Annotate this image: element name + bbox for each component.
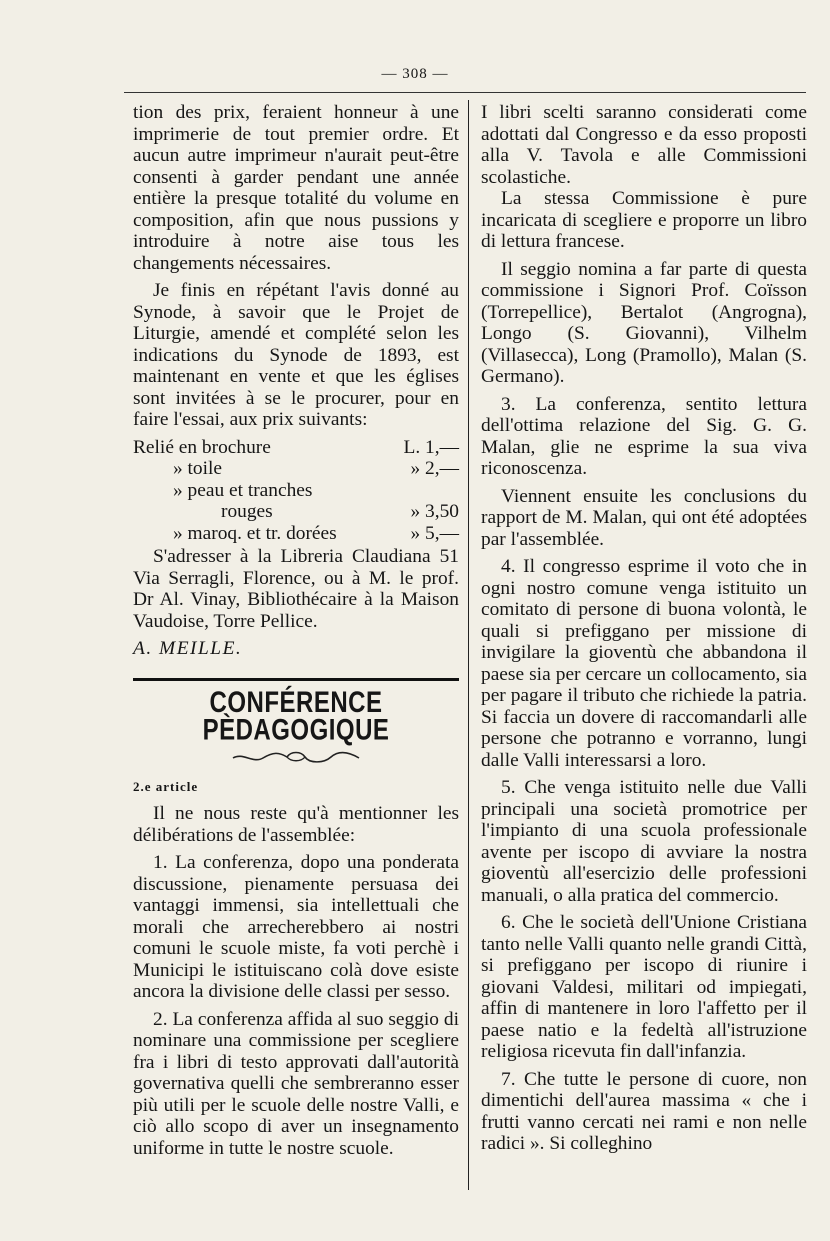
price-item: » peau et tranches <box>173 479 313 501</box>
paragraph: 2. La conferenza affida al suo seggio di nominare una commissione per scegliere fra i libri di testo approvati dall'autorità governativa quelli che sembreranno esser più utili per le scuole delle nostre Valli, e ciò allo scopo di aver un insegnamento uniforme in tutte le nostre scuole. <box>133 1008 459 1159</box>
right-column <box>481 102 807 1155</box>
paragraph: 6. Che le società dell'Unione Cristiana tanto nelle Valli quanto nelle grandi Città, si prefiggano per iscopo di riunire i giovani Valdesi, militari od impiegati, affin di mantenere in loro l'affetto per il paese natio e la fedeltà all'istruzione religiosa ricevuta fin dall'infanzia. <box>481 912 807 1062</box>
left-column <box>133 102 459 1159</box>
paragraph: 3. La conferenza, sentito lettura dell'ottima relazione del Sig. G. G. Malan, glie ne esprime la sua viva riconoscenza. <box>481 393 807 479</box>
page-number: — 308 — <box>381 66 449 82</box>
ornament-flourish <box>231 748 361 766</box>
price-item: rouges <box>221 501 273 522</box>
price-amount: » 3,50 <box>410 501 459 522</box>
price-item: » maroq. et tr. dorées <box>173 522 337 544</box>
paragraph: I libri scelti saranno considerati come adottati dal Congresso e da esso proposti alla V. Tavola e alle Commissioni scolastiche. <box>481 102 807 188</box>
price-amount: » 5,— <box>410 522 459 544</box>
paragraph: Je finis en répétant l'avis donné au Synode, à savoir que le Projet de Liturgie, amendé et complété selon les indications du Synode de 1893, est maintenant en vente et que les églises sont invitées à se le procurer, pour en faire l'essai, aux prix suivants: <box>133 280 459 430</box>
paragraph: Viennent ensuite les conclusions du rapport de M. Malan, qui ont été adoptées par l'assemblée. <box>481 485 807 550</box>
paragraph: 5. Che venga istituito nelle due Valli principali una società promotrice per l'impianto di una scuola professionale avente per iscopo di avviare la nostra gioventù all'esercizio delle professioni manuali, o alla pratica del commercio. <box>481 777 807 906</box>
article-label: 2.e article <box>133 778 199 794</box>
section-heading: CONFÉRENCE PÈDAGOGIQUE <box>202 685 390 746</box>
signature: A. MEILLE. <box>133 638 243 659</box>
price-row <box>133 437 459 459</box>
section-rule <box>133 678 459 681</box>
header-rule <box>124 92 806 93</box>
price-amount <box>385 480 459 502</box>
price-row <box>133 523 459 545</box>
paragraph: Il seggio nomina a far parte di questa commissione i Signori Prof. Coïsson (Torrepellice), Bertalot (Angrogna), Longo (S. Giovanni), Vilhelm (Villasecca), Long (Pramollo), Malan (S. Germano). <box>481 258 807 387</box>
paragraph: La stessa Commissione è pure incaricata di scegliere e proporre un libro di lettura francese. <box>481 188 807 252</box>
paragraph: tion des prix, feraient honneur à une imprimerie de tout premier ordre. Et aucun autre imprimeur n'aurait peut-être consenti à garder pendant une année entière la presque totalité du volume en composition, afin que nous pussions y introduire à notre aise tous les changements nécessaires. <box>133 102 459 274</box>
price-item: » toile <box>173 458 223 479</box>
paragraph: Il ne nous reste qu'à mentionner les délibérations de l'assemblée: <box>133 803 459 846</box>
price-row <box>133 458 459 480</box>
column-divider <box>468 100 469 1190</box>
price-row <box>133 501 459 523</box>
price-amount: » 2,— <box>410 458 459 479</box>
paragraph: 4. Il congresso esprime il voto che in ogni nostro comune venga istituito un comitato di persone di buona volontà, le quali si prefiggano per missione di invigilare la gioventù che abbandona il paese sia per cercare un collocamento, sia per pagare il tributo che richiede la patria. Si faccia un dovere di raccomandarli alle persone che potranno e vorranno, lungi dalle Valli interessarsi a loro. <box>481 556 807 771</box>
price-list <box>133 437 459 545</box>
paragraph: 1. La conferenza, dopo una ponderata discussione, pienamente persuasa dei vantaggi immensi, sia intellettuali che morali che arrecherebbero ai nostri comuni le scuole miste, fa voti perchè i Municipi le istituiscano colà dove esiste ancora la divisione delle classi per sesso. <box>133 852 459 1002</box>
paragraph: S'adresser à la Libreria Claudiana 51 Via Serragli, Florence, ou à M. le prof. Dr Al. Vinay, Bibliothécaire à la Maison Vaudoise, Torre Pellice. <box>133 546 459 632</box>
price-amount: L. 1,— <box>403 436 459 458</box>
price-item: Relié en brochure <box>133 436 271 458</box>
paragraph: 7. Che tutte le persone di cuore, non dimentichi dell'aurea massima « che i frutti vanno cercati nei rami e non nelle radici ». Si colleghino <box>481 1068 807 1154</box>
price-row <box>133 480 459 502</box>
